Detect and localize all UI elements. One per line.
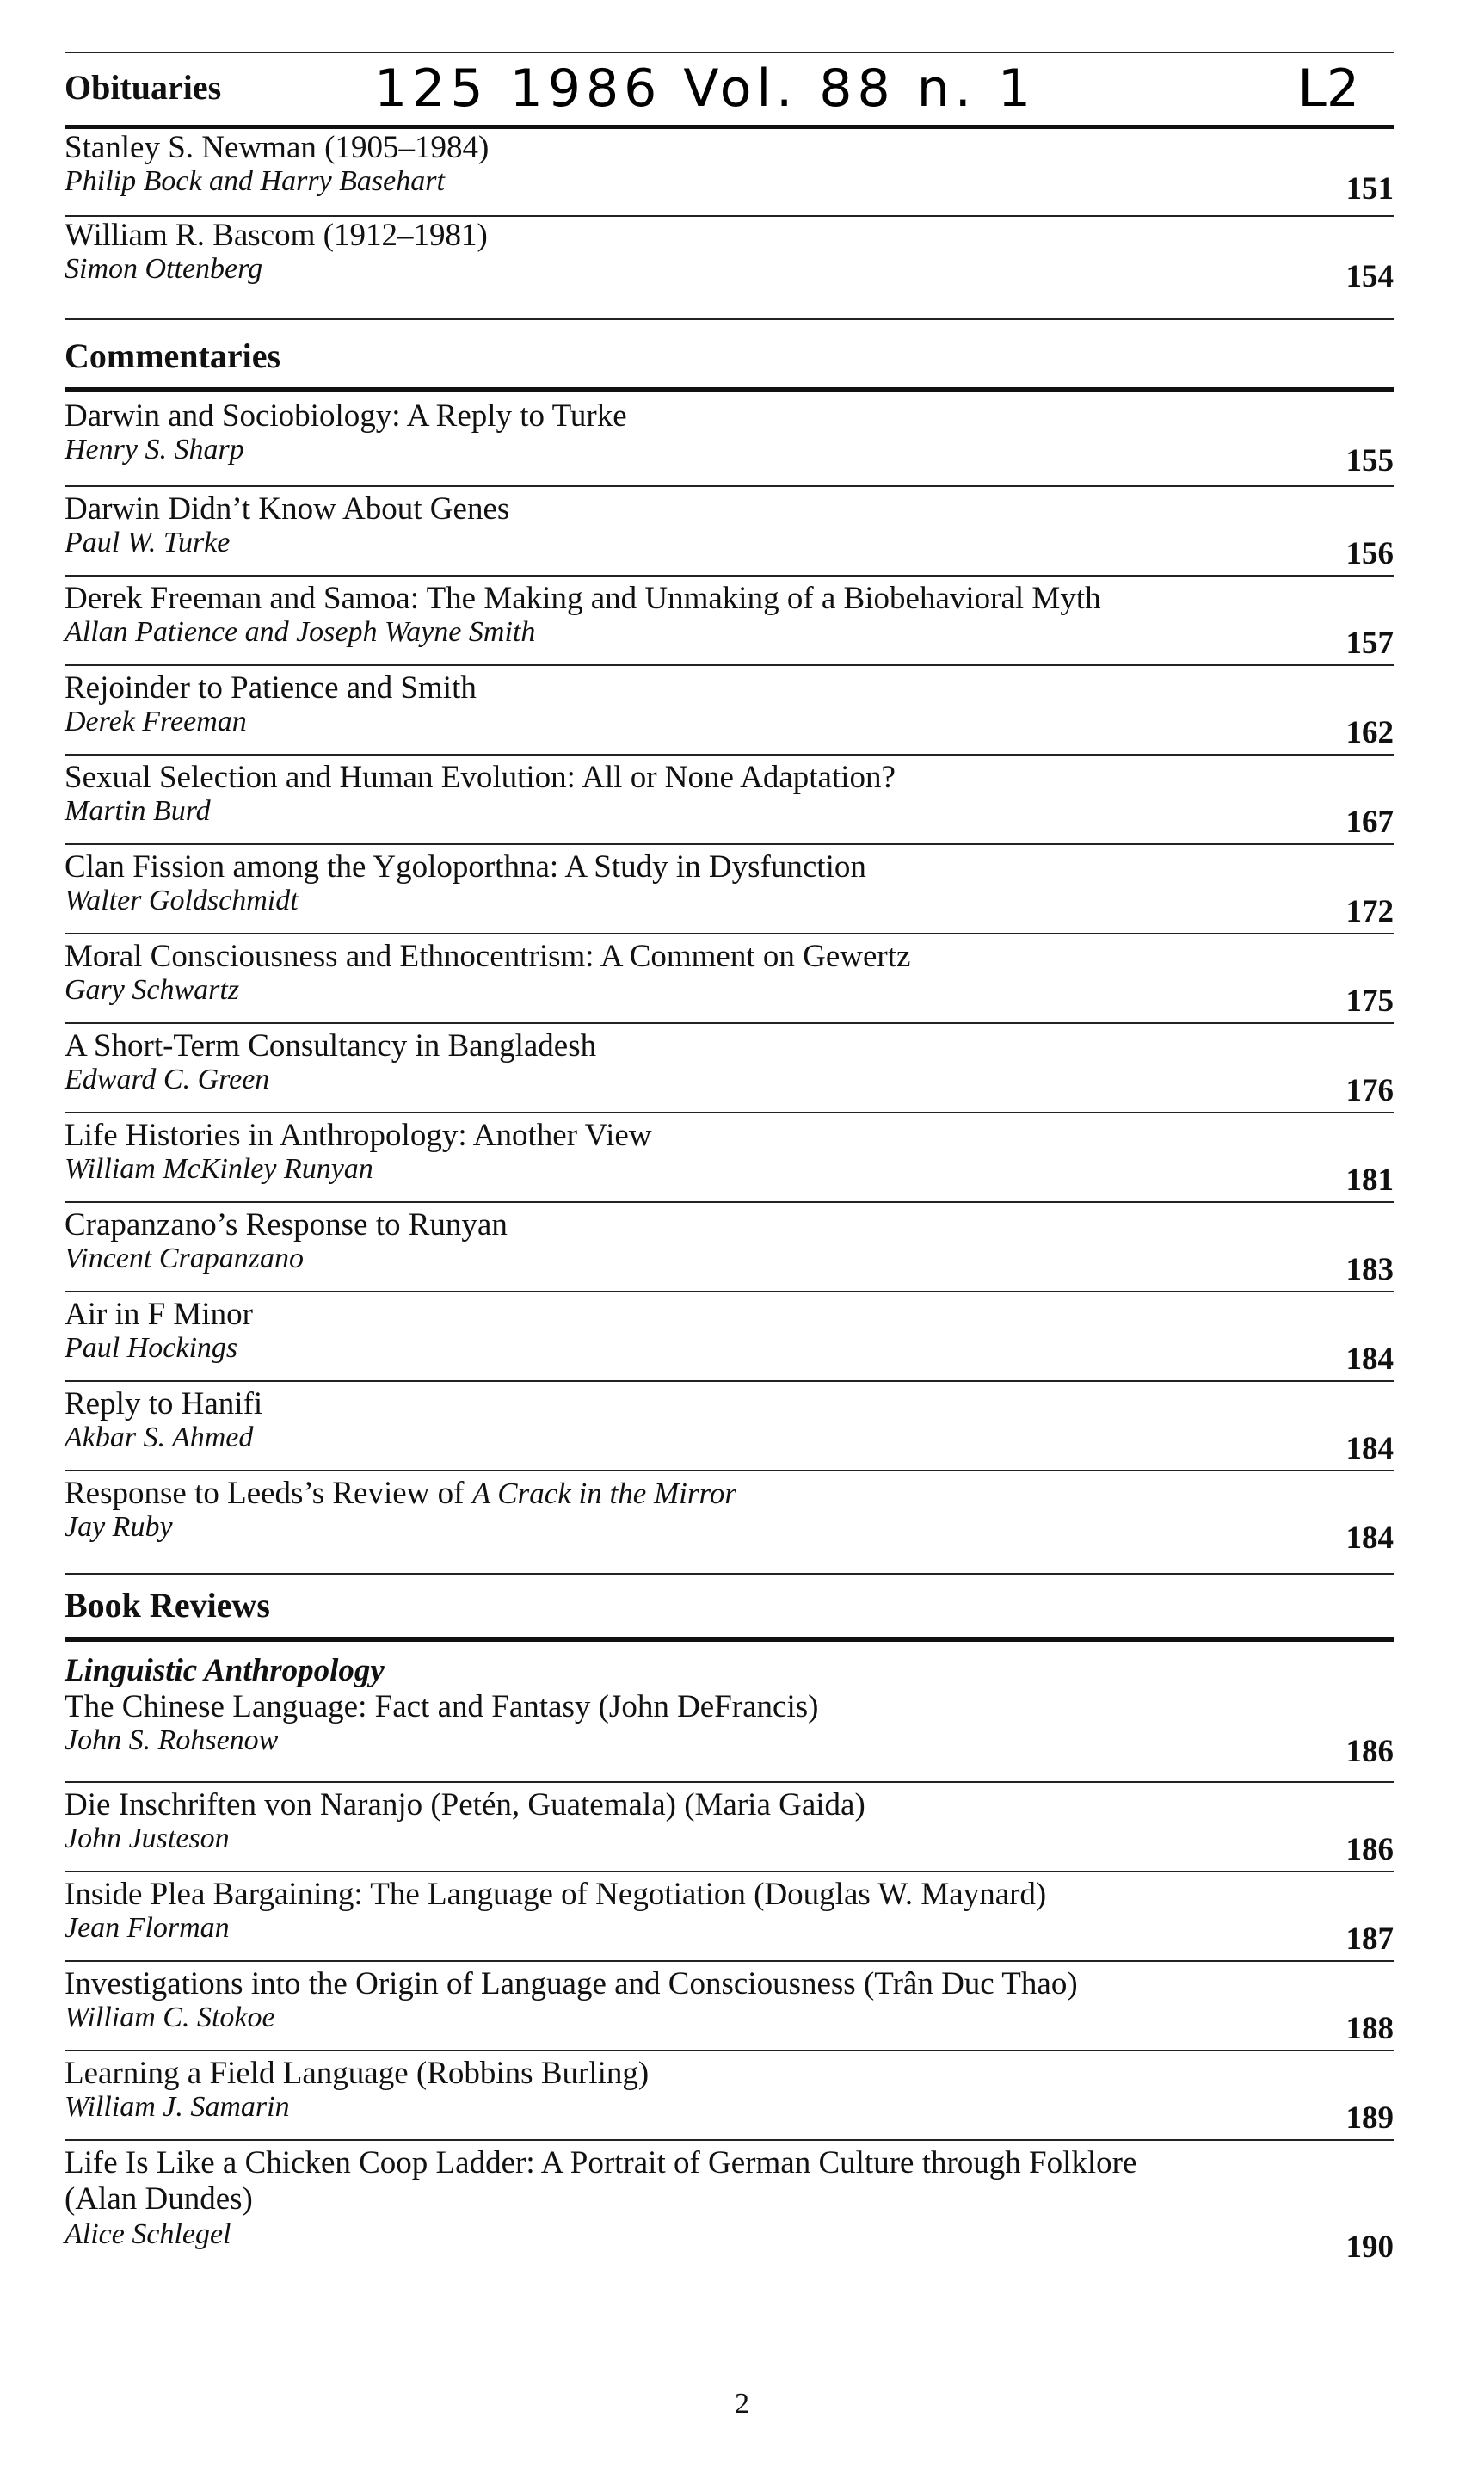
toc-entry	[65, 1382, 1394, 1471]
section-title: Obituaries	[65, 68, 222, 107]
rule	[65, 387, 1394, 392]
entry-page: 189	[1345, 2100, 1394, 2136]
toc-entry	[65, 756, 1394, 845]
entry-title: Crapanzano’s Response to Runyan	[65, 1207, 508, 1243]
section-header-commentaries	[65, 318, 1394, 392]
entry-authors: Akbar S. Ahmed	[65, 1422, 254, 1453]
entry-authors: Paul W. Turke	[65, 527, 231, 558]
handwritten-annotation-right: L2	[1297, 59, 1359, 119]
entry-authors: Philip Bock and Harry Basehart	[65, 165, 445, 197]
toc-entry	[65, 1292, 1394, 1382]
entry-authors: Jean Florman	[65, 1912, 230, 1944]
toc-entry	[65, 1113, 1394, 1203]
entry-title: Inside Plea Bargaining: The Language of Negotiation (Douglas W. Maynard)	[65, 1877, 1047, 1912]
entry-page: 181	[1345, 1163, 1394, 1198]
entry-title: A Short-Term Consultancy in Bangladesh	[65, 1028, 597, 1064]
entry-authors: Jay Ruby	[65, 1511, 173, 1543]
toc-entry	[65, 1688, 1394, 1783]
entry-title-text: Response to Leeds’s Review of	[65, 1476, 465, 1511]
entry-title: Learning a Field Language (Robbins Burling)	[65, 2056, 650, 2091]
entry-authors: John S. Rohsenow	[65, 1724, 279, 1756]
entry-authors: Allan Patience and Joseph Wayne Smith	[65, 616, 536, 648]
entry-page: 172	[1345, 894, 1394, 929]
toc-entry	[65, 1024, 1394, 1113]
toc-entry	[65, 1962, 1394, 2051]
entry-title: Die Inschriften von Naranjo (Petén, Guatemala) (Maria Gaida)	[65, 1787, 865, 1822]
toc-entry	[65, 129, 1394, 217]
entry-page: 187	[1345, 1921, 1394, 1957]
entry-page: 176	[1345, 1073, 1394, 1108]
entry-authors: Vincent Crapanzano	[65, 1243, 304, 1274]
toc-entry	[65, 1471, 1394, 1573]
rule	[65, 318, 1394, 320]
entry-title: Life Is Like a Chicken Coop Ladder: A Portrait of German Culture through Folklore	[65, 2145, 1137, 2180]
handwritten-annotation: 125 1986 Vol. 88 n. 1	[374, 59, 1037, 119]
entry-title: The Chinese Language: Fact and Fantasy (John DeFrancis)	[65, 1689, 819, 1724]
entry-page: 184	[1345, 1431, 1394, 1466]
entry-page: 162	[1345, 715, 1394, 750]
entry-page: 186	[1345, 1832, 1394, 1867]
toc-entry	[65, 2051, 1394, 2141]
section-title: Book Reviews	[65, 1586, 270, 1625]
entry-page: 175	[1345, 984, 1394, 1019]
entry-authors: John Justeson	[65, 1822, 230, 1854]
page-number: 2	[735, 2388, 749, 2420]
entry-title: Air in F Minor	[65, 1297, 253, 1332]
toc-entry	[65, 1203, 1394, 1292]
entry-authors: Alice Schlegel	[65, 2218, 231, 2250]
entry-title-italic: A Crack in the Mirror	[471, 1477, 736, 1510]
toc-entry	[65, 398, 1394, 487]
entry-title	[65, 1475, 736, 1512]
section-header-book-reviews	[65, 1573, 1394, 1642]
entry-title: Stanley S. Newman (1905–1984)	[65, 130, 490, 165]
entry-authors: Derek Freeman	[65, 706, 247, 737]
toc-entry	[65, 487, 1394, 577]
entry-authors: William J. Samarin	[65, 2091, 290, 2123]
entry-page: 190	[1345, 2230, 1394, 2265]
section-title: Commentaries	[65, 336, 281, 375]
entry-authors: Paul Hockings	[65, 1332, 238, 1364]
entry-authors: Henry S. Sharp	[65, 434, 244, 466]
entry-title: Derek Freeman and Samoa: The Making and Unmaking of a Biobehavioral Myth	[65, 581, 1101, 616]
entry-page: 167	[1345, 805, 1394, 840]
toc-entry	[65, 845, 1394, 934]
entry-title: Darwin Didn’t Know About Genes	[65, 491, 510, 527]
toc-entry	[65, 217, 1394, 318]
entry-title: Clan Fission among the Ygoloporthna: A Study in Dysfunction	[65, 849, 866, 885]
subsection-title: Linguistic Anthropology	[65, 1653, 385, 1688]
entry-authors: Edward C. Green	[65, 1064, 270, 1095]
entry-page: 157	[1345, 626, 1394, 661]
entry-page: 184	[1345, 1341, 1394, 1377]
entry-title: Rejoinder to Patience and Smith	[65, 670, 477, 706]
entry-title: William R. Bascom (1912–1981)	[65, 218, 488, 253]
entry-authors: Martin Burd	[65, 795, 211, 827]
entry-authors: Walter Goldschmidt	[65, 885, 299, 916]
entry-authors: Gary Schwartz	[65, 974, 240, 1006]
toc-entry	[65, 934, 1394, 1024]
toc-entry	[65, 577, 1394, 666]
entry-page: 183	[1345, 1252, 1394, 1287]
rule	[65, 52, 1394, 53]
rule	[65, 1637, 1394, 1642]
toc-entry	[65, 666, 1394, 756]
entry-authors: William C. Stokoe	[65, 2001, 275, 2033]
section-header-obituaries	[65, 52, 1394, 129]
entry-title: Investigations into the Origin of Language and Consciousness (Trân Duc Thao)	[65, 1966, 1078, 2001]
entry-page: 155	[1345, 443, 1394, 478]
entry-title: Reply to Hanifi	[65, 1386, 263, 1422]
entry-title: Darwin and Sociobiology: A Reply to Turke	[65, 398, 627, 434]
entry-page: 184	[1345, 1520, 1394, 1556]
entry-page: 188	[1345, 2011, 1394, 2046]
entry-title-line2: (Alan Dundes)	[65, 2181, 253, 2217]
entry-page: 186	[1345, 1734, 1394, 1769]
entry-title: Sexual Selection and Human Evolution: All or None Adaptation?	[65, 760, 896, 795]
entry-authors: William McKinley Runyan	[65, 1153, 373, 1185]
toc-page	[65, 0, 1394, 2467]
rule	[65, 1573, 1394, 1575]
toc-entry	[65, 1872, 1394, 1962]
entry-page: 156	[1345, 536, 1394, 571]
toc-entry	[65, 1783, 1394, 1872]
entry-authors: Simon Ottenberg	[65, 253, 263, 285]
entry-page: 151	[1345, 171, 1394, 207]
entry-page: 154	[1345, 259, 1394, 294]
entry-title: Moral Consciousness and Ethnocentrism: A Comment on Gewertz	[65, 939, 911, 974]
toc-entry	[65, 2141, 1394, 2270]
entry-title: Life Histories in Anthropology: Another View	[65, 1118, 652, 1153]
